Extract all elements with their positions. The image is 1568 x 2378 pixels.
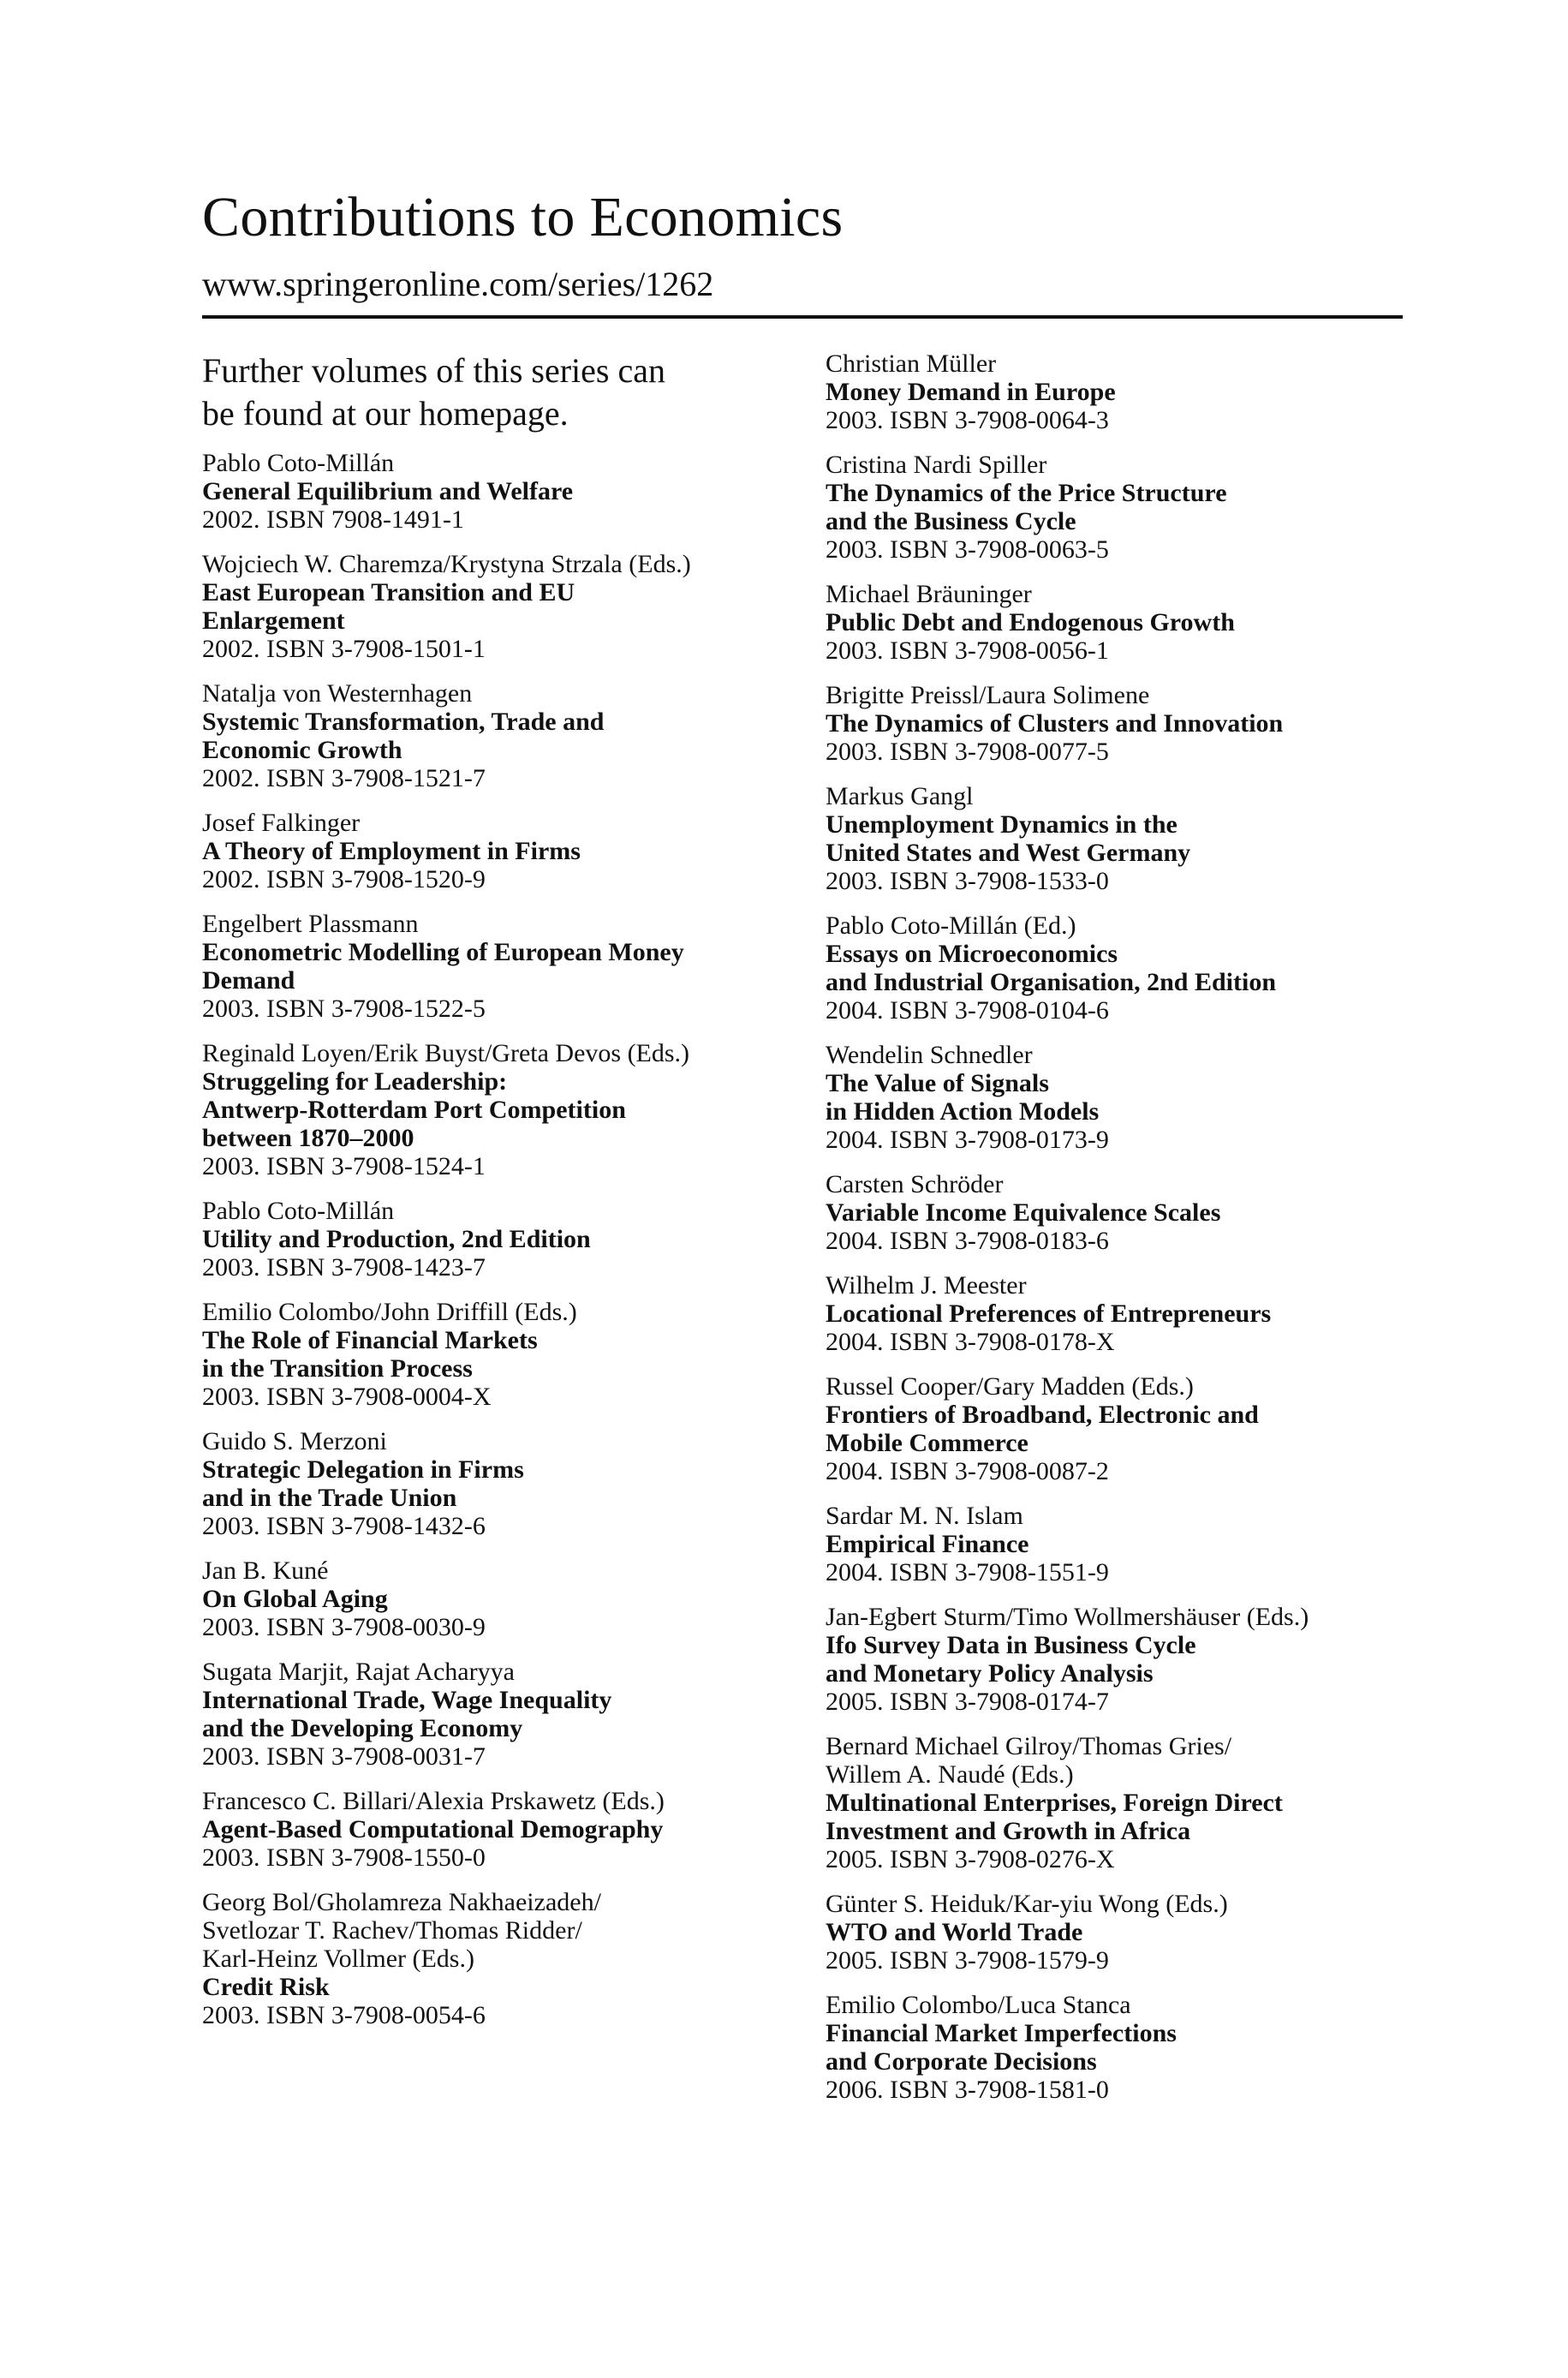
book-entry (826, 580, 1425, 665)
book-author: Günter S. Heiduk/Kar-yiu Wong (Eds.) (826, 1890, 1228, 1918)
intro-text (202, 350, 750, 435)
book-author: Josef Falkinger (202, 809, 361, 837)
book-author: Sugata Marjit, Rajat Acharyya (202, 1658, 515, 1686)
book-author: Francesco C. Billari/Alexia Prskawetz (Eds.) (202, 1787, 665, 1815)
book-author: Russel Cooper/Gary Madden (Eds.) (826, 1372, 1194, 1401)
book-author: Bernard Michael Gilroy/Thomas Gries/ (826, 1732, 1232, 1760)
intro-line: Further volumes of this series can (202, 351, 665, 390)
book-title: International Trade, Wage Inequality (202, 1686, 612, 1714)
book-entry (202, 1888, 802, 2029)
book-title: Economic Growth (202, 736, 402, 764)
book-entry (202, 1427, 802, 1540)
book-entry (202, 1658, 802, 1771)
book-entry (826, 681, 1425, 766)
book-isbn: 2003. ISBN 3-7908-0030-9 (202, 1613, 486, 1641)
book-title: East European Transition and EU (202, 578, 575, 606)
book-author: Wilhelm J. Meester (826, 1271, 1027, 1300)
book-isbn: 2002. ISBN 3-7908-1501-1 (202, 635, 486, 663)
book-isbn: 2003. ISBN 3-7908-1423-7 (202, 1253, 486, 1282)
book-entry (826, 1170, 1425, 1255)
header-rule (202, 315, 1403, 319)
book-entry (202, 1197, 802, 1282)
book-title: Unemployment Dynamics in the (826, 810, 1177, 839)
book-author: Karl-Heinz Vollmer (Eds.) (202, 1945, 474, 1973)
book-author: Brigitte Preissl/Laura Solimene (826, 681, 1150, 709)
book-title: The Role of Financial Markets (202, 1326, 538, 1354)
book-isbn: 2004. ISBN 3-7908-0087-2 (826, 1457, 1109, 1485)
book-author: Georg Bol/Gholamreza Nakhaeizadeh/ (202, 1888, 601, 1916)
book-isbn: 2004. ISBN 3-7908-1551-9 (826, 1558, 1109, 1586)
book-title: Locational Preferences of Entrepreneurs (826, 1300, 1272, 1328)
book-title: Essays on Microeconomics (826, 940, 1118, 968)
book-title: Agent-Based Computational Demography (202, 1815, 664, 1843)
book-isbn: 2006. ISBN 3-7908-1581-0 (826, 2076, 1109, 2104)
book-entry (202, 1556, 802, 1641)
book-title: Money Demand in Europe (826, 378, 1116, 406)
book-isbn: 2005. ISBN 3-7908-1579-9 (826, 1946, 1109, 1975)
book-isbn: 2002. ISBN 3-7908-1520-9 (202, 865, 486, 893)
book-isbn: 2002. ISBN 3-7908-1521-7 (202, 764, 486, 792)
book-author: Markus Gangl (826, 782, 974, 810)
book-entry (826, 1041, 1425, 1154)
book-author: Sardar M. N. Islam (826, 1502, 1023, 1530)
book-title: and the Business Cycle (826, 507, 1076, 535)
book-title: The Dynamics of Clusters and Innovation (826, 709, 1284, 738)
book-isbn: 2003. ISBN 3-7908-0031-7 (202, 1742, 486, 1771)
book-title: and Corporate Decisions (826, 2047, 1097, 2076)
book-title: Struggeling for Leadership: (202, 1067, 508, 1096)
book-title: Demand (202, 966, 295, 995)
book-isbn: 2004. ISBN 3-7908-0183-6 (826, 1227, 1109, 1255)
book-entry (202, 910, 802, 1023)
book-isbn: 2003. ISBN 3-7908-1522-5 (202, 995, 486, 1023)
book-isbn: 2003. ISBN 3-7908-0054-6 (202, 2001, 486, 2029)
book-isbn: 2003. ISBN 3-7908-0064-3 (826, 406, 1109, 434)
book-title: Strategic Delegation in Firms (202, 1455, 524, 1484)
book-author: Jan B. Kuné (202, 1556, 329, 1585)
book-isbn: 2003. ISBN 3-7908-0063-5 (826, 535, 1109, 564)
book-title: Mobile Commerce (826, 1429, 1028, 1457)
book-title: WTO and World Trade (826, 1918, 1083, 1946)
book-entry (202, 550, 802, 663)
book-author: Wojciech W. Charemza/Krystyna Strzala (Eds.) (202, 550, 691, 578)
book-title: Utility and Production, 2nd Edition (202, 1225, 591, 1253)
book-title: United States and West Germany (826, 839, 1191, 867)
book-entry (202, 449, 802, 534)
book-title: General Equilibrium and Welfare (202, 477, 574, 505)
book-entry (826, 1991, 1425, 2104)
book-title: Investment and Growth in Africa (826, 1817, 1191, 1845)
book-isbn: 2003. ISBN 3-7908-1550-0 (202, 1843, 486, 1872)
book-entry (202, 679, 802, 792)
book-title: and Monetary Policy Analysis (826, 1659, 1154, 1688)
book-title: Frontiers of Broadband, Electronic and (826, 1401, 1259, 1429)
book-title: Empirical Finance (826, 1530, 1029, 1558)
book-title: Ifo Survey Data in Business Cycle (826, 1631, 1196, 1659)
book-author: Emilio Colombo/John Driffill (Eds.) (202, 1298, 577, 1326)
book-author: Michael Bräuninger (826, 580, 1032, 608)
book-author: Carsten Schröder (826, 1170, 1004, 1198)
book-entry (826, 350, 1425, 434)
right-column (826, 350, 1425, 2120)
book-author: Reginald Loyen/Erik Buyst/Greta Devos (Eds.) (202, 1039, 690, 1067)
book-isbn: 2003. ISBN 3-7908-0056-1 (826, 636, 1109, 665)
book-entry (826, 1890, 1425, 1975)
book-title: Public Debt and Endogenous Growth (826, 608, 1235, 636)
series-title: Contributions to Economics (202, 186, 844, 248)
book-author: Natalja von Westernhagen (202, 679, 473, 708)
book-entry (826, 1502, 1425, 1586)
book-entry (202, 1787, 802, 1872)
book-entry (202, 1298, 802, 1411)
book-title: and the Developing Economy (202, 1714, 523, 1742)
book-author: Jan-Egbert Sturm/Timo Wollmershäuser (Eds.) (826, 1603, 1309, 1631)
book-author: Pablo Coto-Millán (202, 1197, 395, 1225)
book-isbn: 2003. ISBN 3-7908-0077-5 (826, 738, 1109, 766)
book-isbn: 2002. ISBN 7908-1491-1 (202, 505, 464, 534)
book-title: Credit Risk (202, 1973, 330, 2001)
book-title: Econometric Modelling of European Money (202, 938, 684, 966)
book-isbn: 2003. ISBN 3-7908-1533-0 (826, 867, 1109, 895)
book-title: in Hidden Action Models (826, 1097, 1100, 1126)
book-title: Systemic Transformation, Trade and (202, 708, 605, 736)
book-title: Antwerp-Rotterdam Port Competition (202, 1096, 626, 1124)
book-entry (826, 911, 1425, 1025)
book-entry (826, 1372, 1425, 1485)
book-title: Multinational Enterprises, Foreign Direct (826, 1789, 1283, 1817)
series-url: www.springeronline.com/series/1262 (202, 265, 714, 303)
book-author: Svetlozar T. Rachev/Thomas Ridder/ (202, 1916, 582, 1945)
book-title: On Global Aging (202, 1585, 388, 1613)
book-title: Financial Market Imperfections (826, 2019, 1177, 2047)
left-column (202, 449, 802, 2046)
book-title: The Value of Signals (826, 1069, 1049, 1097)
book-title: and Industrial Organisation, 2nd Edition (826, 968, 1277, 996)
book-title: The Dynamics of the Price Structure (826, 479, 1227, 507)
book-isbn: 2005. ISBN 3-7908-0276-X (826, 1845, 1115, 1873)
book-entry (826, 451, 1425, 564)
book-entry (826, 782, 1425, 895)
book-title: Variable Income Equivalence Scales (826, 1198, 1221, 1227)
book-author: Christian Müller (826, 350, 997, 378)
intro-line: be found at our homepage. (202, 394, 569, 433)
book-author: Cristina Nardi Spiller (826, 451, 1047, 479)
book-author: Engelbert Plassmann (202, 910, 419, 938)
book-isbn: 2004. ISBN 3-7908-0173-9 (826, 1126, 1109, 1154)
book-author: Emilio Colombo/Luca Stanca (826, 1991, 1131, 2019)
book-entry (826, 1603, 1425, 1716)
book-author: Pablo Coto-Millán (Ed.) (826, 911, 1076, 940)
book-title: and in the Trade Union (202, 1484, 457, 1512)
book-entry (826, 1732, 1425, 1873)
book-isbn: 2004. ISBN 3-7908-0104-6 (826, 996, 1109, 1025)
book-isbn: 2003. ISBN 3-7908-1524-1 (202, 1152, 486, 1180)
book-title: in the Transition Process (202, 1354, 473, 1383)
book-isbn: 2005. ISBN 3-7908-0174-7 (826, 1688, 1109, 1716)
book-author: Willem A. Naudé (Eds.) (826, 1760, 1074, 1789)
book-entry (202, 809, 802, 893)
book-isbn: 2004. ISBN 3-7908-0178-X (826, 1328, 1115, 1356)
book-title: A Theory of Employment in Firms (202, 837, 581, 865)
book-author: Pablo Coto-Millán (202, 449, 395, 477)
book-title: Enlargement (202, 606, 345, 635)
book-entry (826, 1271, 1425, 1356)
book-isbn: 2003. ISBN 3-7908-0004-X (202, 1383, 492, 1411)
book-entry (202, 1039, 802, 1180)
book-author: Wendelin Schnedler (826, 1041, 1033, 1069)
book-isbn: 2003. ISBN 3-7908-1432-6 (202, 1512, 486, 1540)
book-title: between 1870–2000 (202, 1124, 414, 1152)
book-author: Guido S. Merzoni (202, 1427, 387, 1455)
